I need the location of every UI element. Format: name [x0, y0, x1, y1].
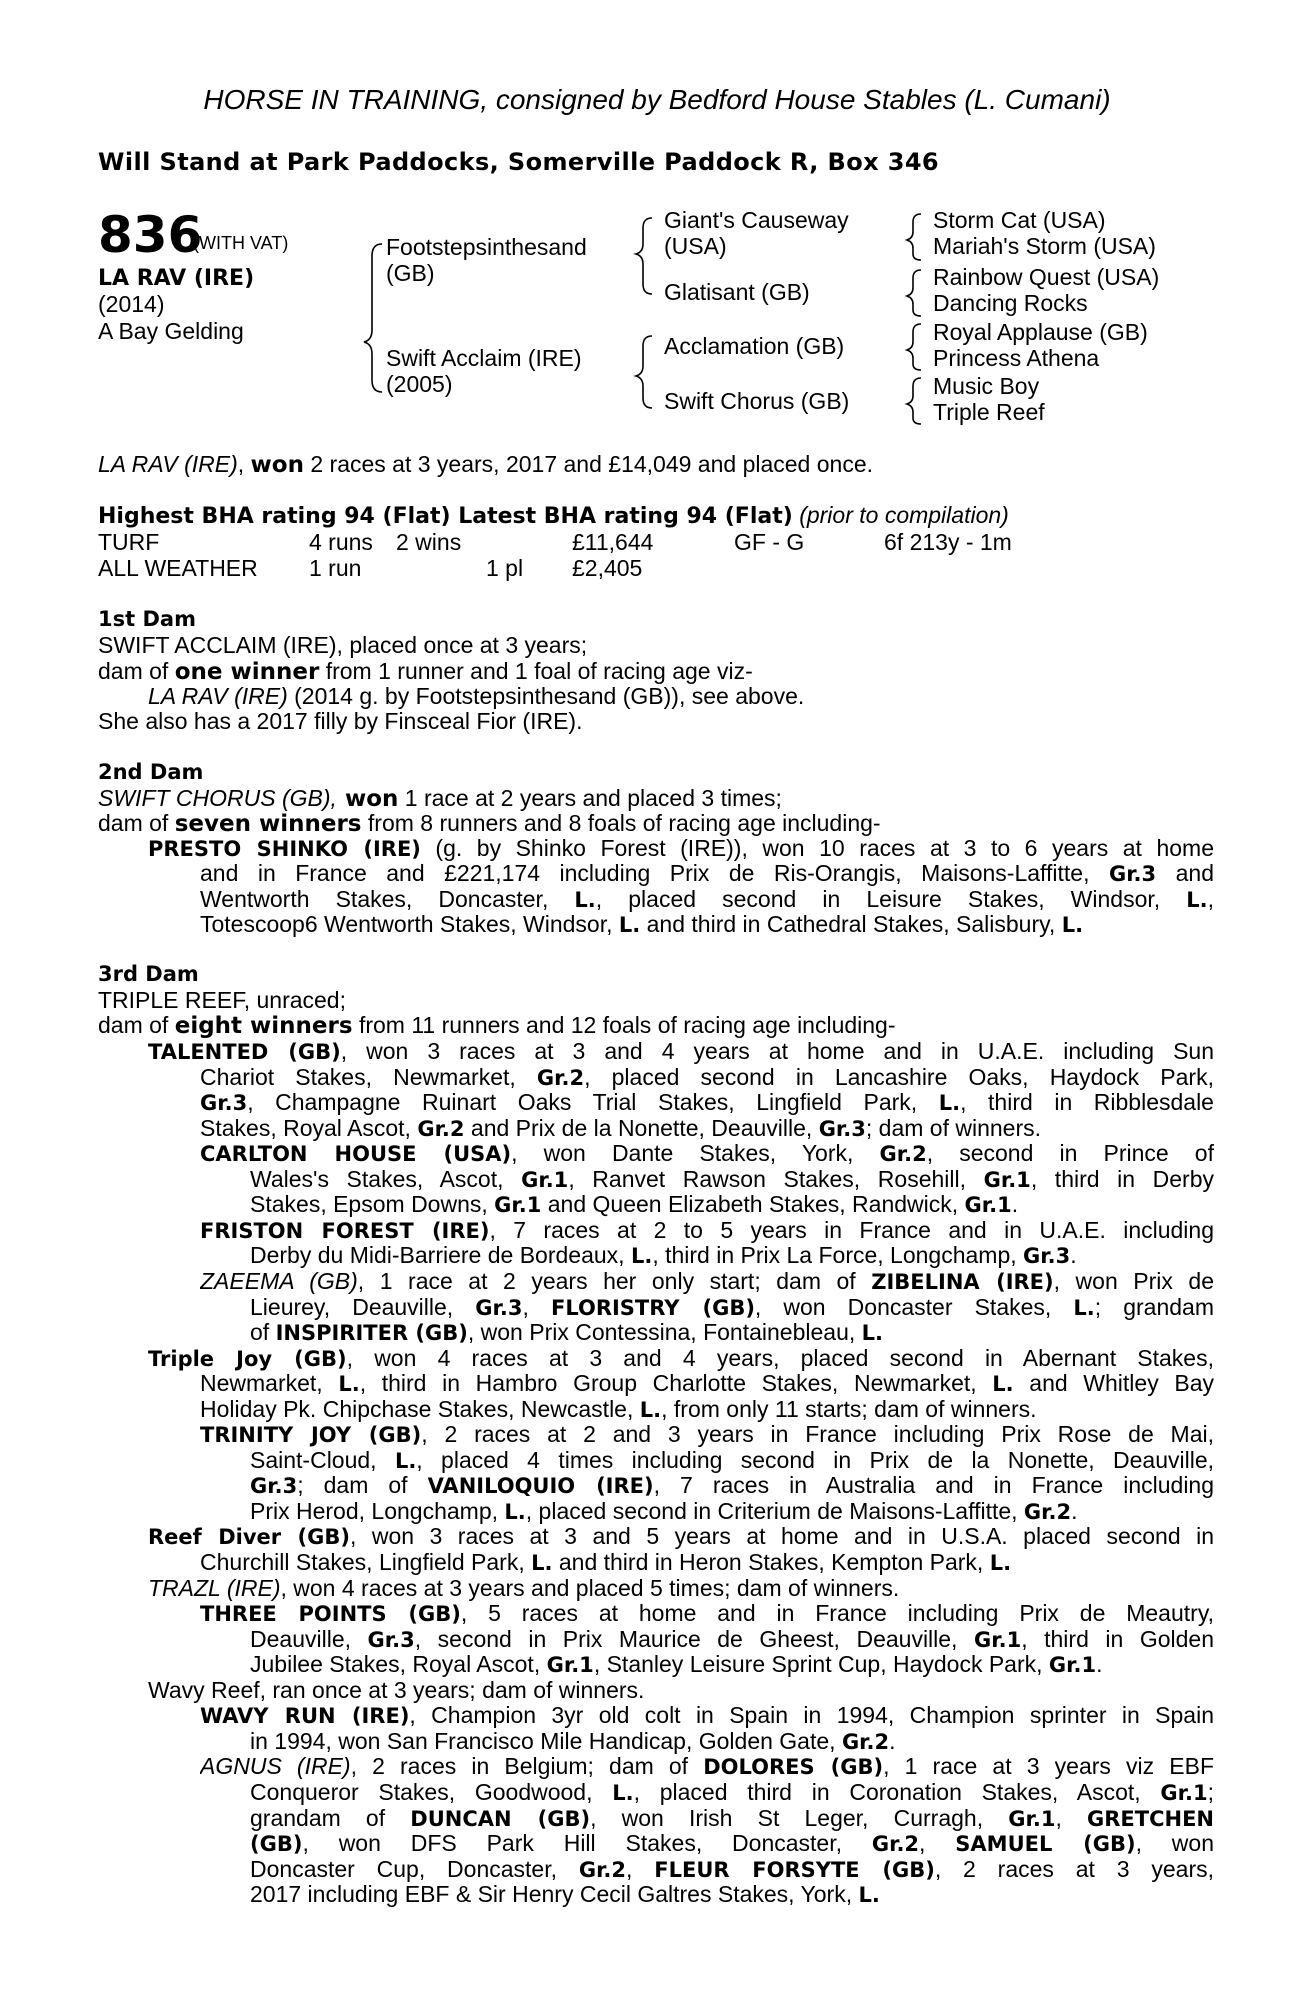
text: . — [1011, 1192, 1019, 1217]
text: ; dam of — [297, 1473, 428, 1498]
text: Saint-Cloud, — [250, 1448, 395, 1473]
bold-text: Gr.2 — [1023, 1500, 1072, 1524]
bold-text: THREE POINTS (GB) — [200, 1602, 461, 1626]
bold-text: L. — [504, 1500, 526, 1524]
text: . — [1071, 1499, 1078, 1524]
text: and in France and £221,174 including Prix de Ris-Orangis, Maisons-Laffitte, — [200, 861, 1109, 887]
pedigree-sss: Storm Cat (USA) — [933, 207, 1106, 233]
pedigree-sds: Rainbow Quest (USA) — [933, 264, 1160, 290]
bold-text: Gr.1 — [1160, 1781, 1208, 1805]
text: AGNUS (IRE) — [200, 1754, 351, 1779]
text: , 2 races at 3 years, — [934, 1857, 1214, 1882]
pedigree-text-line — [200, 1269, 1214, 1295]
text: , placed second in Criterium de Maisons-Laffitte, — [525, 1499, 1024, 1524]
bold-text: Reef Diver (GB) — [148, 1525, 350, 1549]
pedigree-dam-sire: Acclamation (GB) — [664, 333, 845, 359]
bold-text: CARLTON HOUSE (USA) — [200, 1142, 512, 1166]
bold-text: GRETCHEN — [1087, 1807, 1214, 1831]
pedigree-text-line — [148, 1576, 1214, 1602]
text: and Whitley Bay — [1013, 1371, 1214, 1396]
text: Churchill Stakes, Lingfield Park, — [200, 1550, 532, 1575]
text: , placed 4 times including second in Prix de la Nonette, Deauville, — [416, 1448, 1214, 1473]
pedigree-text-line — [200, 1703, 1214, 1729]
text: , 1 race at 3 years viz EBF — [883, 1754, 1214, 1779]
third-dam-line: TRIPLE REEF, unraced; — [98, 987, 346, 1013]
third-dam-line: dam of eight winners from 11 runners and 12 foals of racing age including- — [98, 1012, 896, 1039]
text: Stakes, Epsom Downs, — [250, 1192, 495, 1217]
pedigree-dam-dam: Swift Chorus (GB) — [664, 388, 850, 414]
bold-text: INSPIRITER (GB) — [275, 1321, 468, 1345]
pedigree-text-line — [250, 1729, 1214, 1755]
pedigree-sire-dam: Glatisant (GB) — [664, 279, 810, 305]
bold-text: WAVY RUN (IRE) — [200, 1704, 410, 1728]
pedigree-sire: Footstepsinthesand (GB) — [386, 234, 587, 286]
text: , won DFS Park Hill Stakes, Doncaster, — [302, 1831, 872, 1856]
bold-text: FLORISTRY (GB) — [550, 1296, 755, 1320]
pedigree-text-line — [200, 1371, 1214, 1397]
pedigree-text-line — [250, 1882, 1214, 1908]
pedigree-text-line — [200, 1218, 1214, 1244]
text: . — [889, 1729, 896, 1754]
record-runs: 1 run — [309, 555, 362, 581]
record-distance: 6f 213y - 1m — [884, 529, 1012, 555]
bold-text: Gr.2 — [536, 1066, 585, 1090]
bold-text: L. — [531, 1551, 553, 1575]
text: Wentworth Stakes, Doncaster, — [200, 886, 575, 912]
text: , second in Prix Maurice de Gheest, Deauville, — [414, 1627, 974, 1652]
pedigree-text-line — [200, 1550, 1214, 1576]
text: , — [1207, 886, 1214, 912]
text: , won 3 races at 3 and 5 years at home and in U.S.A. placed second in — [349, 1524, 1214, 1549]
text: Derby du Midi-Barriere de Bordeaux, — [250, 1243, 631, 1268]
bold-text: L. — [618, 912, 641, 937]
bold-text: Gr.2 — [841, 1730, 890, 1754]
bold-text: Gr.1 — [521, 1168, 569, 1192]
pedigree-text-line — [200, 912, 1214, 938]
text: Conqueror Stakes, Goodwood, — [250, 1780, 613, 1805]
horse-name: LA RAV (IRE) — [98, 266, 255, 291]
bold-text: VANILOQUIO (IRE) — [427, 1474, 654, 1498]
text: and third in Heron Stakes, Kempton Park, — [552, 1550, 990, 1575]
text: , — [626, 1857, 655, 1882]
lot-number: 836 — [98, 206, 203, 264]
bold-text: DOLORES (GB) — [703, 1755, 884, 1779]
first-dam-line: SWIFT ACCLAIM (IRE), placed once at 3 years; — [98, 632, 588, 658]
text: , won Irish St Leger, Curragh, — [590, 1806, 1009, 1831]
bold-text: FRISTON FOREST (IRE) — [200, 1219, 490, 1243]
pedigree-text-line — [200, 1141, 1214, 1167]
pedigree-text-line — [250, 1499, 1214, 1525]
bold-text: Gr.1 — [494, 1193, 542, 1217]
bold-text: Gr.3 — [367, 1628, 415, 1652]
pedigree-text-line — [148, 1346, 1214, 1372]
record-going: GF - G — [734, 529, 805, 555]
text: , third in Ribblesdale — [960, 1090, 1214, 1115]
bold-text: L. — [858, 1883, 880, 1907]
text: , won Doncaster Stakes, — [754, 1295, 1074, 1320]
text: . — [1096, 1652, 1103, 1677]
text: , won 4 races at 3 years and placed 5 times; dam of winners. — [280, 1576, 900, 1601]
page-title: HORSE IN TRAINING, consigned by Bedford House Stables (L. Cumani) — [203, 84, 1111, 115]
bold-text: L. — [394, 1449, 417, 1473]
pedigree-text-line — [148, 1524, 1214, 1550]
bold-text: TALENTED (GB) — [148, 1040, 341, 1064]
text: , third in Golden — [1021, 1627, 1214, 1652]
record-places: 1 pl — [486, 555, 524, 581]
pedigree-ssd: Mariah's Storm (USA) — [933, 233, 1156, 259]
second-dam-line: dam of seven winners from 8 runners and 8 foals of racing age including- — [98, 810, 881, 837]
bold-text: L. — [639, 1398, 662, 1422]
bold-text: L. — [938, 1091, 961, 1115]
text: and Queen Elizabeth Stakes, Randwick, — [541, 1192, 965, 1217]
bold-text: Gr.3 — [1023, 1244, 1071, 1268]
pedigree-text-line — [250, 1857, 1214, 1883]
bold-text: ZIBELINA (IRE) — [871, 1270, 1054, 1294]
second-dam-heading: 2nd Dam — [98, 760, 204, 784]
text: Stakes, Royal Ascot, — [200, 1116, 418, 1141]
pedigree-text-line — [200, 887, 1214, 913]
pedigree-sire-sire: Giant's Causeway (USA) — [664, 207, 849, 259]
third-dam-heading: 3rd Dam — [98, 962, 199, 986]
text: Wales's Stakes, Ascot, — [250, 1167, 522, 1192]
text: , — [1055, 1806, 1088, 1831]
text: . — [1070, 1243, 1077, 1268]
bold-text: L. — [861, 1321, 884, 1345]
text: grandam of — [250, 1806, 411, 1831]
pedigree-text-line — [148, 1678, 1214, 1704]
bold-text: Gr.1 — [546, 1653, 594, 1677]
race-summary: LA RAV (IRE), won 2 races at 3 years, 2017 and £14,049 and placed once. — [98, 451, 873, 478]
first-dam-heading: 1st Dam — [98, 607, 196, 631]
text: , 5 races at home and in France including Prix de Meautry, — [460, 1601, 1214, 1626]
bold-text: Gr.3 — [250, 1474, 298, 1498]
text: , — [919, 1831, 956, 1856]
pedigree-text-line — [200, 1065, 1214, 1091]
text: , placed third in Coronation Stakes, Ascot, — [633, 1780, 1161, 1805]
text: , won — [1135, 1831, 1214, 1856]
text: Chariot Stakes, Newmarket, — [200, 1065, 537, 1090]
text: and third in Cathedral Stakes, Salisbury, — [640, 911, 1062, 937]
pedigree-text-line — [200, 1754, 1214, 1780]
text: , third in Derby — [1030, 1167, 1214, 1192]
text: , — [522, 1295, 551, 1320]
text: , third in Prix La Force, Longchamp, — [652, 1243, 1024, 1268]
pedigree-text-line — [148, 836, 1214, 862]
pedigree-ddd: Triple Reef — [933, 399, 1045, 425]
text: , from only 11 starts; dam of winners. — [661, 1397, 1037, 1422]
pedigree-text-line — [250, 1167, 1214, 1193]
bold-text: L. — [1186, 887, 1208, 912]
text: and — [1156, 861, 1214, 887]
bold-text: Gr.1 — [974, 1628, 1022, 1652]
pedigree-text-line — [250, 1448, 1214, 1474]
horse-description: A Bay Gelding — [98, 318, 244, 344]
record-surface: ALL WEATHER — [98, 555, 258, 581]
bold-text: Gr.1 — [964, 1193, 1012, 1217]
bold-text: Gr.2 — [871, 1832, 920, 1856]
bold-text: L. — [338, 1372, 360, 1396]
bold-text: SAMUEL (GB) — [955, 1832, 1136, 1856]
pedigree-text-line — [250, 1806, 1214, 1832]
text: Deauville, — [250, 1627, 368, 1652]
record-wins: 2 wins — [396, 529, 462, 555]
bha-ratings: Highest BHA rating 94 (Flat) Latest BHA rating 94 (Flat) (prior to compilation) — [98, 502, 1009, 529]
text: Wavy Reef, ran once at 3 years; dam of winners. — [148, 1678, 645, 1703]
bold-text: FLEUR FORSYTE (GB) — [654, 1858, 935, 1882]
bold-text: Gr.1 — [1048, 1653, 1097, 1677]
bold-text: Gr.3 — [1108, 862, 1157, 887]
vat-note: (WITH VAT) — [193, 233, 289, 253]
text: , won Prix de — [1053, 1269, 1214, 1294]
text: of — [250, 1320, 276, 1345]
bold-text: DUNCAN (GB) — [410, 1807, 591, 1831]
bold-text: L. — [1061, 912, 1084, 937]
bold-text: L. — [992, 1372, 1014, 1396]
text: , 2 races in Belgium; dam of — [350, 1754, 704, 1779]
text: Holiday Pk. Chipchase Stakes, Newcastle, — [200, 1397, 640, 1422]
text: ZAEEMA (GB) — [200, 1269, 358, 1294]
text: Prix Herod, Longchamp, — [250, 1499, 505, 1524]
record-surface: TURF — [98, 529, 160, 555]
foaling-year: (2014) — [98, 291, 165, 317]
pedigree-dam: Swift Acclaim (IRE) (2005) — [386, 345, 582, 397]
pedigree-text-line — [250, 1192, 1214, 1218]
text: , Stanley Leisure Sprint Cup, Haydock Park, — [593, 1652, 1049, 1677]
pedigree-dsd: Princess Athena — [933, 345, 1100, 371]
bold-text: Gr.1 — [1008, 1807, 1056, 1831]
record-runs: 4 runs — [309, 529, 373, 555]
text: , third in Hambro Group Charlotte Stakes, Newmarket, — [359, 1371, 993, 1396]
text: Doncaster Cup, Doncaster, — [250, 1857, 579, 1882]
text: ; grandam — [1094, 1295, 1214, 1320]
text: Lieurey, Deauville, — [250, 1295, 476, 1320]
bold-text: Gr.3 — [475, 1296, 523, 1320]
text: , 1 race at 2 years her only start; dam of — [357, 1269, 872, 1294]
pedigree-text-line — [250, 1652, 1214, 1678]
text: , won 4 races at 3 and 4 years, placed second in Abernant Stakes, — [346, 1346, 1214, 1371]
text: Totescoop6 Wentworth Stakes, Windsor, — [200, 911, 619, 937]
text: Jubilee Stakes, Royal Ascot, — [250, 1652, 547, 1677]
bold-text: L. — [574, 887, 596, 912]
bold-text: Gr.2 — [417, 1117, 465, 1141]
pedigree-brackets — [0, 0, 1314, 440]
pedigree-text-line — [250, 1473, 1214, 1499]
text: , placed second in Leisure Stakes, Windsor, — [595, 886, 1187, 912]
bold-text: TRINITY JOY (GB) — [200, 1423, 422, 1447]
bold-text: PRESTO SHINKO (IRE) — [148, 837, 421, 861]
bold-text: L. — [630, 1244, 653, 1268]
pedigree-text-line — [250, 1295, 1214, 1321]
text: , 7 races in Australia and in France including — [653, 1473, 1214, 1498]
pedigree-text-line — [250, 1243, 1214, 1269]
bold-text: L. — [612, 1781, 634, 1805]
pedigree-text-line — [200, 1601, 1214, 1627]
text: , won Prix Contessina, Fontainebleau, — [467, 1320, 862, 1345]
bold-text: L. — [1073, 1296, 1095, 1320]
pedigree-text-line — [200, 1397, 1214, 1423]
first-dam-line: She also has a 2017 filly by Finsceal Fior (IRE). — [98, 708, 583, 734]
bold-text: Gr.2 — [879, 1142, 927, 1166]
second-dam-line: SWIFT CHORUS (GB), won 1 race at 2 years and placed 3 times; — [98, 785, 782, 812]
text: ; — [1207, 1780, 1214, 1805]
bold-text: Gr.3 — [818, 1117, 866, 1141]
record-money: £2,405 — [572, 555, 643, 581]
text: and Prix de la Nonette, Deauville, — [464, 1116, 819, 1141]
text: 2017 including EBF & Sir Henry Cecil Galtres Stakes, York, — [250, 1882, 859, 1907]
bold-text: Gr.2 — [578, 1858, 627, 1882]
text: , 7 races at 2 to 5 years in France and in U.A.E. including — [489, 1218, 1214, 1243]
pedigree-text-line — [250, 1320, 1214, 1346]
text: Newmarket, — [200, 1371, 339, 1396]
bold-text: Gr.3 — [200, 1091, 248, 1115]
text: , won Dante Stakes, York, — [511, 1141, 880, 1166]
pedigree-text-line — [250, 1627, 1214, 1653]
pedigree-text-line — [148, 1039, 1214, 1065]
pedigree-text-line — [200, 1116, 1214, 1142]
text: , second in Prince of — [926, 1141, 1214, 1166]
bold-text: (GB) — [250, 1832, 303, 1856]
text: , Champion 3yr old colt in Spain in 1994, Champion sprinter in Spain — [409, 1703, 1214, 1728]
record-money: £11,644 — [572, 529, 654, 555]
pedigree-dss: Royal Applause (GB) — [933, 319, 1148, 345]
text: ; dam of winners. — [865, 1116, 1042, 1141]
pedigree-dds: Music Boy — [933, 373, 1040, 399]
pedigree-text-line — [200, 1422, 1214, 1448]
bold-text: Gr.1 — [983, 1168, 1031, 1192]
text: TRAZL (IRE) — [148, 1576, 281, 1601]
pedigree-text-line — [250, 1831, 1214, 1857]
pedigree-text-line — [200, 1090, 1214, 1116]
text: , 2 races at 2 and 3 years in France including Prix Rose de Mai, — [421, 1422, 1214, 1447]
bold-text: L. — [989, 1551, 1012, 1575]
text: , placed second in Lancashire Oaks, Haydock Park, — [584, 1065, 1214, 1090]
pedigree-text-line — [250, 1780, 1214, 1806]
text: , Ranvet Rawson Stakes, Rosehill, — [568, 1167, 984, 1192]
pedigree-text-line — [200, 861, 1214, 887]
pedigree-sdd: Dancing Rocks — [933, 290, 1088, 316]
first-dam-line: dam of one winner from 1 runner and 1 foal of racing age viz- — [98, 658, 753, 685]
text: in 1994, won San Francisco Mile Handicap, Golden Gate, — [250, 1729, 842, 1754]
stand-location: Will Stand at Park Paddocks, Somerville Paddock R, Box 346 — [98, 148, 940, 176]
text: , won 3 races at 3 and 4 years at home and in U.A.E. including Sun — [340, 1039, 1214, 1064]
text: (g. by Shinko Forest (IRE)), won 10 races at 3 to 6 years at home — [420, 836, 1214, 861]
first-dam-line: LA RAV (IRE) (2014 g. by Footstepsinthesand (GB)), see above. — [148, 683, 805, 709]
bold-text: Triple Joy (GB) — [148, 1347, 347, 1371]
text: , Champagne Ruinart Oaks Trial Stakes, Lingfield Park, — [247, 1090, 939, 1115]
